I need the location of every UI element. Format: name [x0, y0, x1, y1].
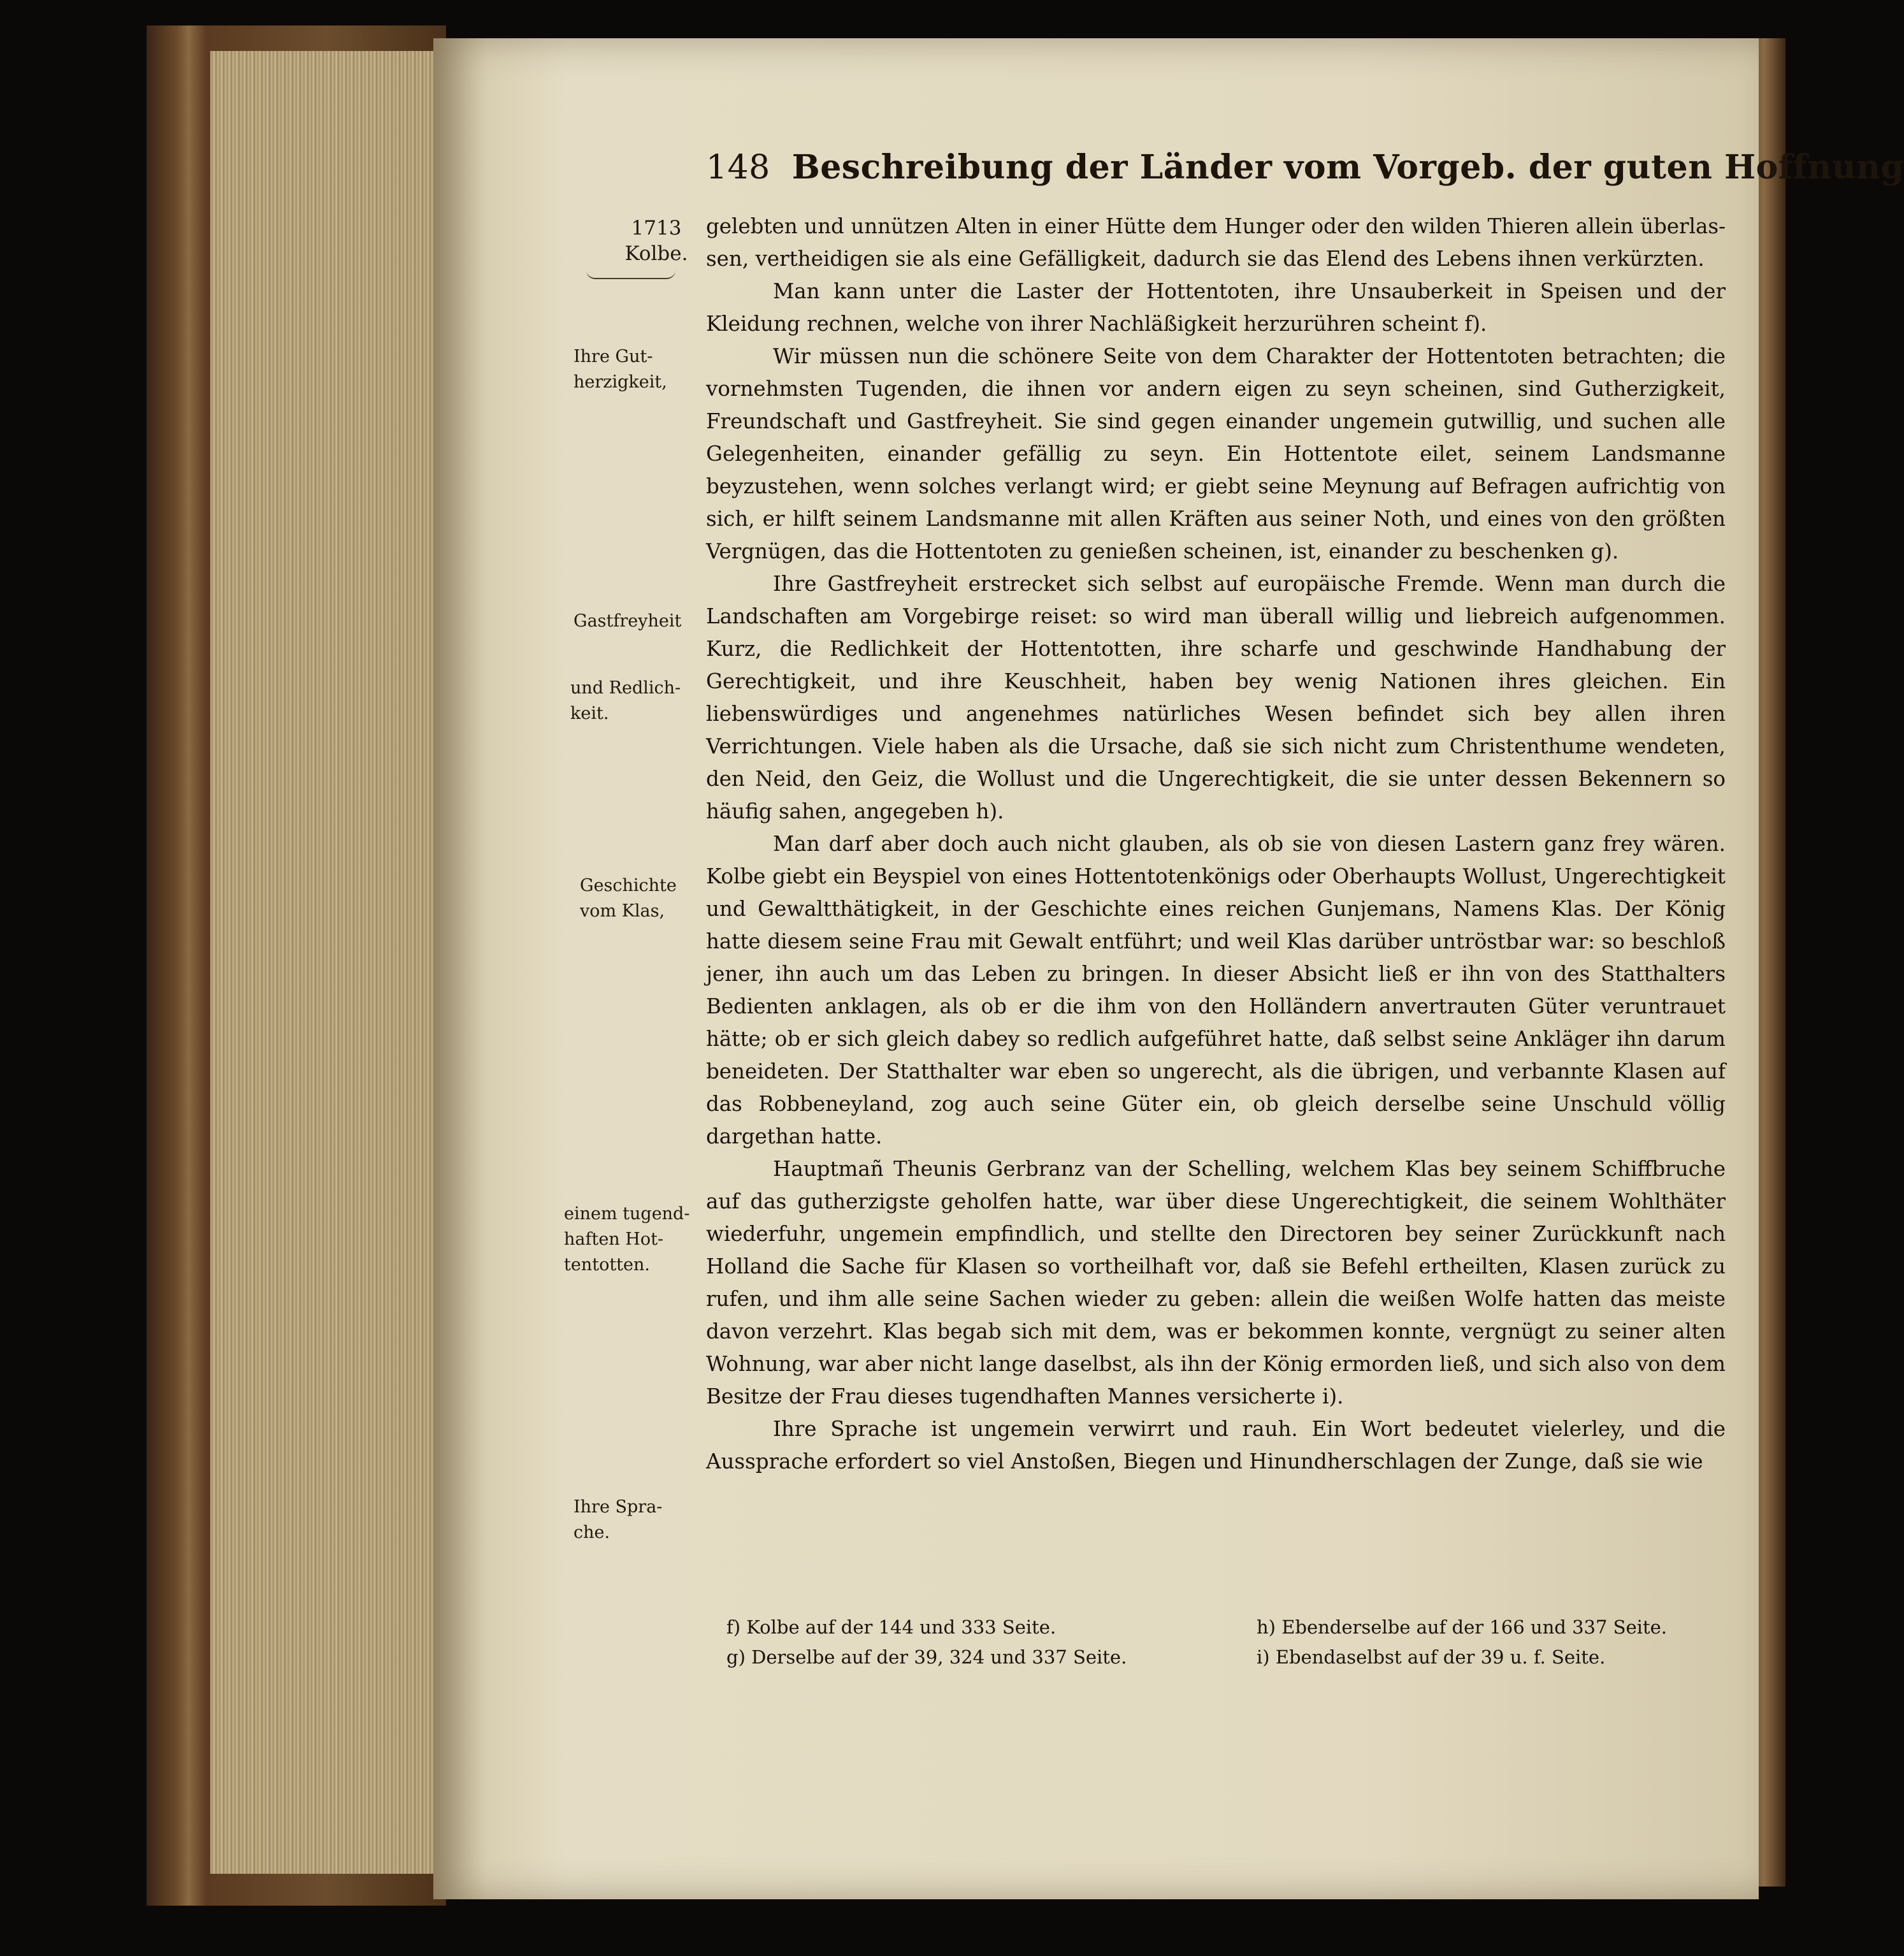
paragraph-4: Ihre Gastfreyheit erstrecket sich selbst auf europäische Fremde. Wenn man durch die Landschaften am Vorgebirge reiset: so wird man überall willig und liebreich aufgenommen. Kurz, die Redlichkeit der Hottentotten, ihre scharfe und geschwinde Handhabung der Gerechtigkeit, und ihre Keuschheit, haben bey wenig Nationen ihres gleichen. Ein liebenswürdiges und angenehmes natürliches Wesen befindet sich bey allen ihren Verrichtungen. Viele haben als die Ursache, daß sie sich nicht zum Christenthume wendeten, den Neid, den Geiz, die Wollust und die Ungerechtigkeit, die sie unter dessen Bekennern so häufig sahen, angegeben h).: [706, 572, 1726, 823]
margin-year-author: [612, 215, 701, 279]
paragraph-6: Hauptmañ Theunis Gerbranz van der Schelling, welchem Klas bey seinem Schiffbruche auf das gutherzigste geholfen hatte, war über diese Ungerechtigkeit, die seinem Wohlthäter wiederfuhr, ungemein empfindlich, und stellte den Directoren bey seiner Zurückkunft nach Holland die Sache für Klasen so vortheilhaft vor, daß sie Befehl ertheilten, Klasen zurück zu rufen, und ihm alle seine Sachen wieder zu geben: allein die weißen Wolfe hatten das meiste davon verzehrt. Klas begab sich mit dem, was er bekommen konnte, vergnügt zu seiner alten Wohnung, war aber nicht lange daselbst, als ihn der König ermorden ließ, und sich also von dem Besitze der Frau dieses tugendhaften Mannes versicherte i).: [706, 1157, 1726, 1409]
margin-note-redlichkeit: und Redlich- keit.: [570, 678, 681, 723]
paragraph-7: Ihre Sprache ist ungemein verwirrt und rauh. Ein Wort bedeutet vielerley, und die Aussprache erfordert so viel Anstoßen, Biegen und Hinundherschlagen der Zunge, daß sie wie: [706, 1417, 1726, 1474]
footnote-h: h) Ebenderselbe auf der 166 und 337 Seite.: [1257, 1616, 1667, 1638]
footnote-i: i) Ebendaselbst auf der 39 u. f. Seite.: [1257, 1646, 1606, 1668]
paragraph-5: Man darf aber doch auch nicht glauben, als ob sie von diesen Lastern ganz frey wären. Kolbe giebt ein Beyspiel von eines Hottentotenkönigs oder Oberhaupts Wollust, Ungerechtigkeit und Gewaltthätigkeit, in der Geschichte eines reichen Gunjemans, Namens Klas. Der König hatte diesem seine Frau mit Gewalt entführt; und weil Klas darüber untröstbar war: so beschloß jener, ihn auch um das Leben zu bringen. In dieser Absicht ließ er ihn von des Statthalters Bedienten anklagen, als ob er die ihm von den Holländern anvertrauten Güter veruntrauet hätte; ob er sich gleich dabey so redlich aufgeführet hatte, daß selbst seine Ankläger ihn darum beneideten. Der Statthalter war eben so ungerecht, als die übrigen, und verbannte Klasen auf das Robbeneyland, zog auch seine Güter ein, ob gleich derselbe seine Unschuld völlig dargethan hatte.: [706, 832, 1726, 1148]
margin-note-tugendhaft: einem tugend- haften Hot- tentotten.: [564, 1204, 690, 1275]
main-text: [706, 210, 1726, 1478]
margin-separator: [586, 266, 675, 279]
margin-note-gutherzigkeit: Ihre Gut- herzigkeit,: [573, 347, 667, 392]
margin-author: Kolbe.: [624, 242, 688, 265]
running-title: Beschreibung der Länder vom Vorgeb. der guten Hoffnung: [791, 148, 1904, 187]
page-edges: [210, 51, 446, 1874]
margin-note-sprache: Ihre Spra- che.: [573, 1497, 663, 1542]
footnotes-right: [1257, 1612, 1703, 1672]
margin-note-klas: Geschichte vom Klas,: [580, 876, 677, 921]
running-header: [706, 148, 1904, 192]
paragraph-3: Wir müssen nun die schönere Seite von dem Charakter der Hottentoten betrachten; die vornehmsten Tugenden, die ihnen vor andern eigen zu seyn scheinen, sind Gutherzigkeit, Freundschaft und Gastfreyheit. Sie sind gegen einander ungemein gutwillig, und suchen alle Gelegenheiten, einander gefällig zu seyn. Ein Hottentote eilet, seinem Landsmanne beyzustehen, wenn solches verlangt wird; er giebt seine Meynung auf Befragen aufrichtig von sich, er hilft seinem Landsmanne mit allen Kräften aus seiner Noth, und eines von den größten Vergnügen, das die Hottentoten zu genießen scheinen, ist, einander zu beschenken g).: [706, 344, 1726, 563]
paragraph-2: Man kann unter die Laster der Hottentoten, ihre Unsauberkeit in Speisen und der Kleidung rechnen, welche von ihrer Nachläßigkeit herzurühren scheint f).: [706, 279, 1726, 336]
page-number: 148: [706, 149, 770, 187]
footnote-g: g) Derselbe auf der 39, 324 und 337 Seite.: [726, 1646, 1127, 1668]
margin-note-gastfreyheit: Gastfreyheit: [573, 611, 682, 631]
paragraph-1: gelebten und unnützen Alten in einer Hütte dem Hunger oder den wilden Thieren allein überlas-sen, vertheidigen sie als eine Gefälligkeit, dadurch sie das Elend des Lebens ihnen verkürzten.: [706, 214, 1726, 271]
footnote-f: f) Kolbe auf der 144 und 333 Seite.: [726, 1616, 1057, 1638]
margin-year: 1713: [631, 217, 682, 240]
footnotes-left: [726, 1612, 1172, 1672]
